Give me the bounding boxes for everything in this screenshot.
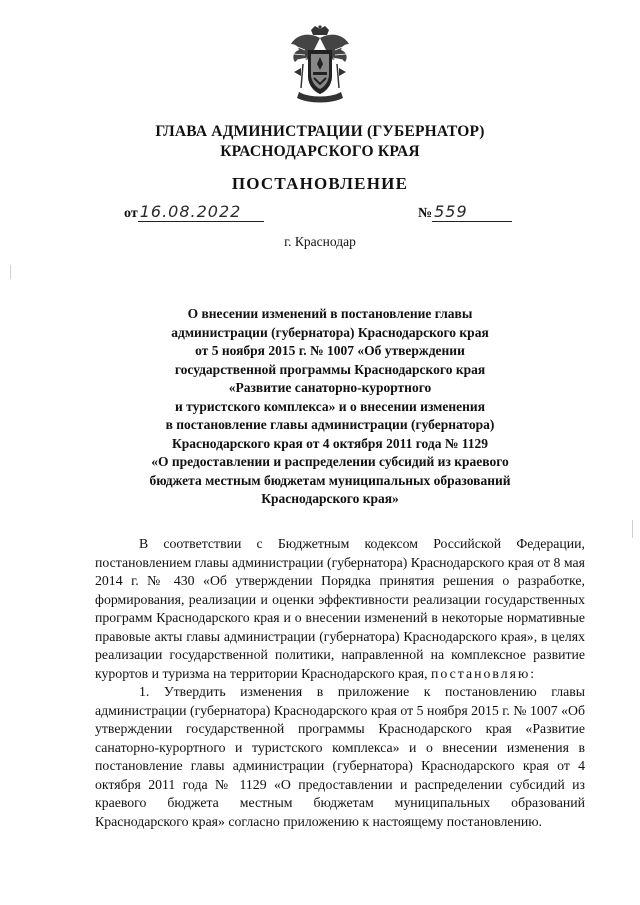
title-line: «О предоставлении и распределении субсидий из краевого [151,454,509,469]
document-type: ПОСТАНОВЛЕНИЕ [231,174,409,193]
handwritten-number: 559 [432,202,512,222]
resolution-body [95,535,585,831]
scan-edge-mark [632,520,633,538]
title-line: государственной программы Краснодарского края [174,361,486,377]
date-prefix: от [124,206,138,221]
title-line: администрации (губернатора) Краснодарского края [171,324,489,340]
handwritten-date: 16.08.2022 [138,202,264,222]
number-prefix: № [418,206,433,221]
clause-1-paragraph: 1. Утвердить изменения в приложение к постановлению главы администрации (губернатора) Краснодарского края от 5 ноября 2015 г. № 1007 «Об утверждении государственной программы Краснодарского края «Развитие санаторно-курортного и туристского комплекса» и о внесении изменения в постановление главы администрации (губернатора) Краснодарского края от 4 октября 2011 года № 1129 «О предоставлении и распределении субсидий из краевого бюджета местным бюджетам муниципальных образований Краснодарского края» согласно приложению к настоящему постановлению. [95,684,585,829]
authority-title-line2: КРАСНОДАРСКОГО КРАЯ [220,143,420,160]
title-line: и туристского комплекса» и о внесении изменения [175,398,485,414]
title-line: от 5 ноября 2015 г. № 1007 «Об утверждении [195,343,465,358]
city-line: г. Краснодар [284,234,356,249]
title-line: О внесении изменений в постановление главы [187,306,473,321]
resolution-title [140,305,520,509]
preamble-text: В соответствии с Бюджетным кодексом Российской Федерации, постановлением главы администрации (губернатора) Краснодарского края от 8 мая 2014 г. № 430 «Об утверждении Порядка принятия решения о разработке, формирования, реализации и оценки эффективности реализации государственных программ Краснодарского края и о внесении изменений в некоторые нормативные правовые акты главы администрации (губернатора) Краснодарского края», в целях реализации государственной политики, направленной на комплексное развитие курортов и туризма на территории Краснодарского края, [95,536,585,681]
preamble-paragraph [95,535,585,683]
coat-of-arms-icon [289,24,351,106]
scan-edge-mark [10,265,11,279]
title-line: в постановление главы администрации (губернатора) [165,417,495,432]
title-line: Краснодарского края» [261,491,399,506]
date-field [124,202,264,222]
resolve-word: постановляю: [431,665,537,681]
number-field [418,202,512,222]
title-line: Краснодарского края от 4 октября 2011 года № 1129 [171,435,489,451]
authority-title-line1: ГЛАВА АДМИНИСТРАЦИИ (ГУБЕРНАТОР) [155,123,485,140]
title-line: бюджета местным бюджетам муниципальных образований [149,472,511,488]
title-line: «Развитие санаторно-курортного [228,380,432,395]
